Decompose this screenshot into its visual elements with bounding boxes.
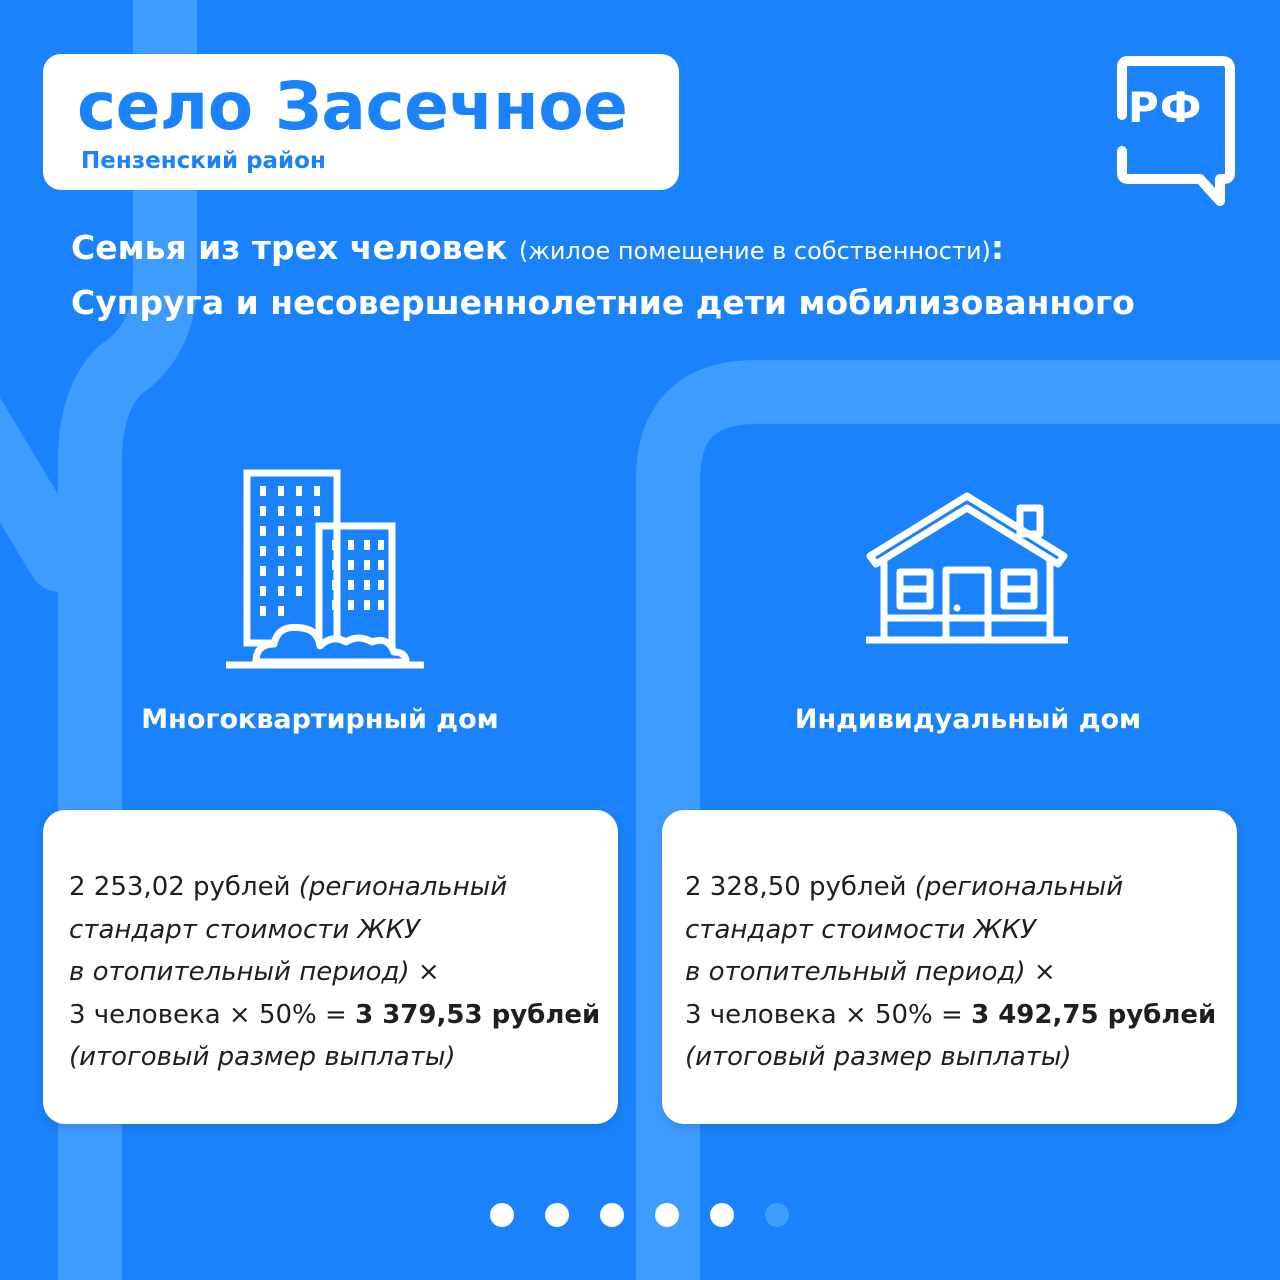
calc-note-3: в отопительный период) [685,957,1026,987]
calc-note-3: в отопительный период) [69,957,410,987]
calc-result-note: (итоговый размер выплаты) [685,1042,1072,1072]
page-subtitle: Пензенский район [81,148,326,174]
title-card [43,54,679,190]
calc-line-2 [685,909,1216,952]
calculation-card-house [662,810,1237,1124]
headline-line-1 [71,222,1251,277]
headline-note: (жилое помещение в собственности) [518,237,991,265]
calc-formula: 3 человека × 50% = [685,999,963,1030]
calc-line-4 [685,994,1216,1037]
calc-times: × [417,957,440,987]
calc-line-3 [685,951,1216,994]
page-title: село Засечное [77,68,628,145]
apartment-building-icon [222,466,428,672]
calc-line-4 [69,994,600,1037]
calc-note-2: стандарт стоимости ЖКУ [69,914,420,945]
calc-result: 3 492,75 рублей [971,999,1217,1030]
calc-times: × [1033,957,1056,987]
calc-line-2 [69,909,600,952]
caption-apartment: Многоквартирный дом [141,704,499,735]
pagination-dot[interactable] [490,1203,514,1227]
calc-line-1 [685,866,1216,909]
headline-family: Семья из трех человек [71,228,508,267]
caption-house: Индивидуальный дом [794,704,1142,735]
headline [71,222,1251,329]
calculation-text [69,866,600,1079]
headline-line-2: Супруга и несовершеннолетние дети мобилизованного [71,283,1135,322]
calc-result: 3 379,53 рублей [355,999,601,1030]
calc-line-3 [69,951,600,994]
calc-line-5 [69,1036,600,1079]
calc-result-note: (итоговый размер выплаты) [69,1042,456,1072]
calc-line-5 [685,1036,1216,1079]
house-icon [862,488,1072,650]
calc-amount: 2 253,02 рублей [69,872,291,902]
headline-colon: : [990,228,1005,267]
calc-formula: 3 человека × 50% = [69,999,347,1030]
calculation-text [685,866,1216,1079]
calc-note-1: (региональный [298,872,508,902]
pagination-dot[interactable] [710,1203,734,1227]
calc-note-1: (региональный [914,872,1124,902]
pagination-dot[interactable] [545,1203,569,1227]
calc-line-1 [69,866,600,909]
pagination-dot[interactable] [600,1203,624,1227]
calc-amount: 2 328,50 рублей [685,872,907,902]
calculation-card-apartment [43,810,618,1124]
pagination-dot[interactable] [655,1203,679,1227]
calc-note-2: стандарт стоимости ЖКУ [685,914,1036,945]
pagination-dots [490,1203,790,1227]
pagination-dot[interactable] [765,1203,789,1227]
rf-logo [1114,55,1238,207]
logo-text: РФ [1128,83,1203,132]
